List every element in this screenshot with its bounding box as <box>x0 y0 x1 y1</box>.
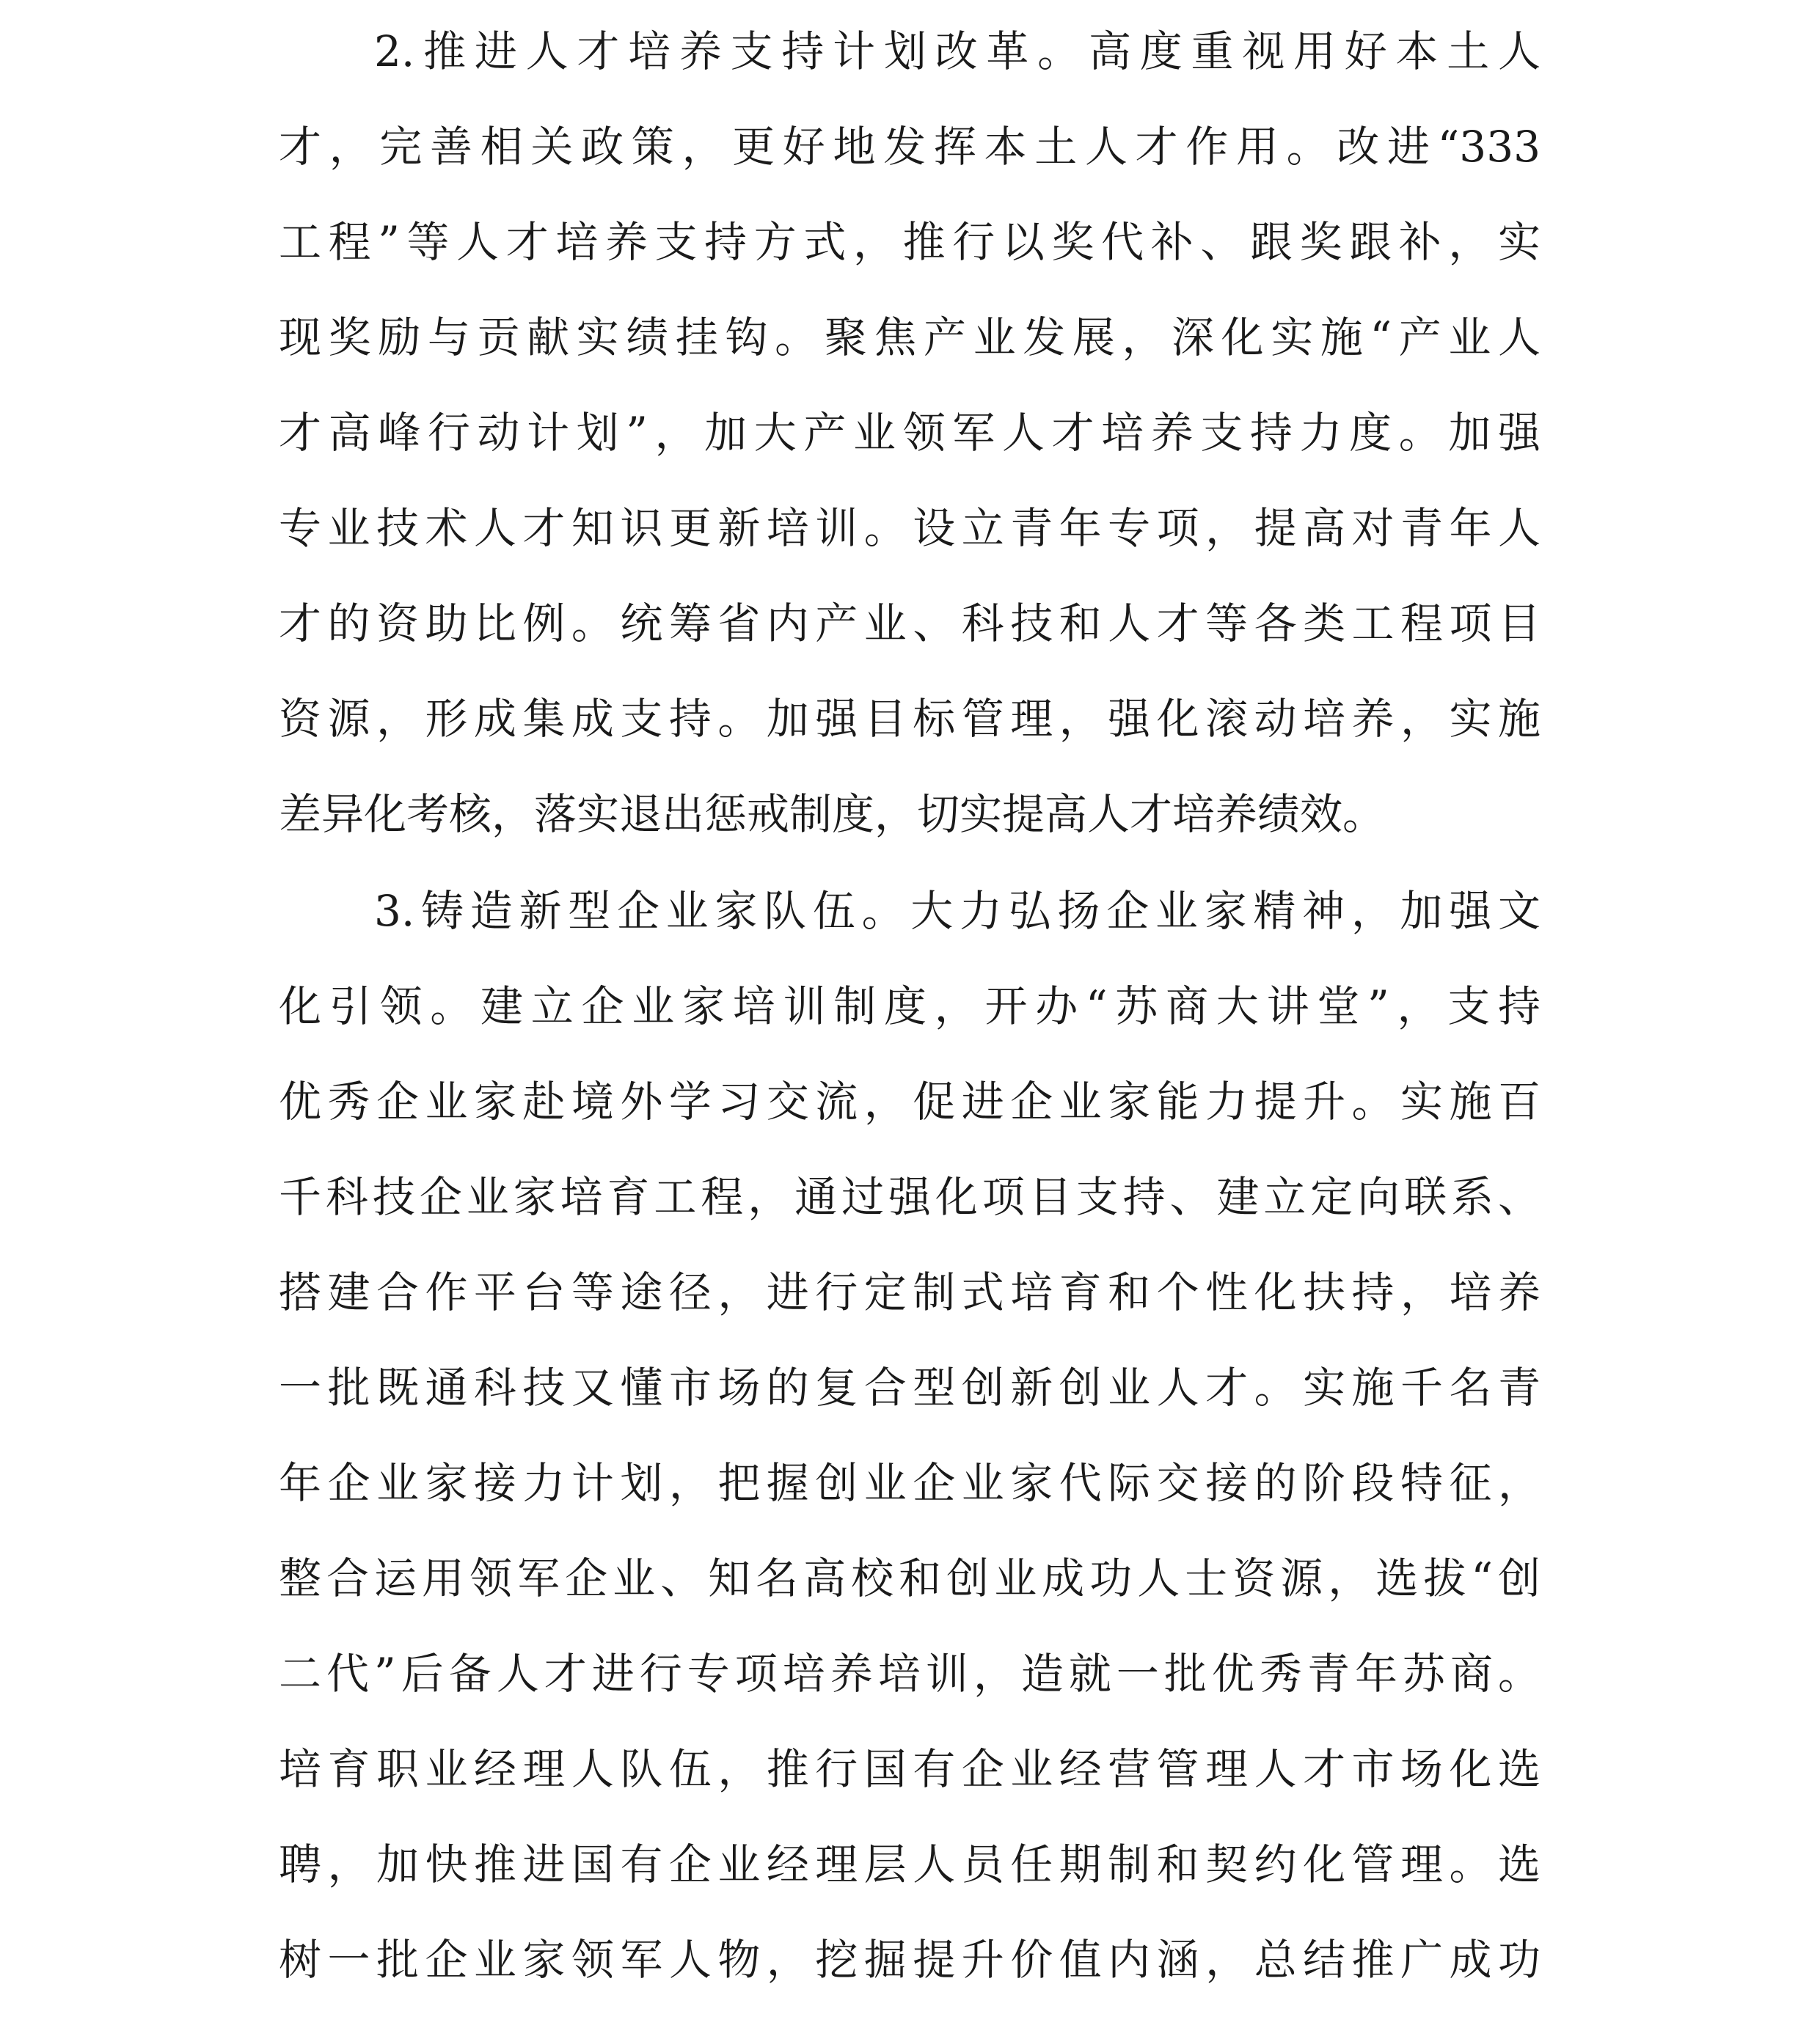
paragraph-line: 千科技企业家培育工程，通过强化项目支持、建立定向联系、 <box>279 1172 1541 1222</box>
paragraph-line: 现奖励与贡献实绩挂钩。聚焦产业发展，深化实施“产业人 <box>279 312 1541 362</box>
paragraph-line: 3.铸造新型企业家队伍。大力弘扬企业家精神，加强文 <box>374 886 1541 936</box>
paragraph-line: 树一批企业家领军人物，挖掘提升价值内涵，总结推广成功 <box>279 1935 1541 1985</box>
paragraph-line: 差异化考核，落实退出惩戒制度，切实提高人才培养绩效。 <box>279 789 1386 839</box>
paragraph-line: 一批既通科技又懂市场的复合型创新创业人才。实施千名青 <box>279 1363 1541 1413</box>
paragraph-line: 二代”后备人才进行专项培养培训，造就一批优秀青年苏商。 <box>279 1649 1541 1699</box>
paragraph-line: 聘，加快推进国有企业经理层人员任期制和契约化管理。选 <box>279 1840 1541 1889</box>
paragraph-line: 优秀企业家赴境外学习交流，促进企业家能力提升。实施百 <box>279 1077 1541 1127</box>
paragraph-line: 才高峰行动计划”，加大产业领军人才培养支持力度。加强 <box>279 408 1541 458</box>
paragraph-line: 资源，形成集成支持。加强目标管理，强化滚动培养，实施 <box>279 694 1541 744</box>
paragraph-line: 专业技术人才知识更新培训。设立青年专项，提高对青年人 <box>279 503 1541 553</box>
paragraph-line: 搭建合作平台等途径，进行定制式培育和个性化扶持，培养 <box>279 1267 1541 1317</box>
paragraph-line: 培育职业经理人队伍，推行国有企业经营管理人才市场化选 <box>279 1744 1541 1794</box>
paragraph-3 <box>279 863 1541 2007</box>
paragraph-line: 才的资助比例。统筹省内产业、科技和人才等各类工程项目 <box>279 598 1541 648</box>
paragraph-2 <box>279 4 1541 862</box>
paragraph-line: 2.推进人才培养支持计划改革。高度重视用好本土人 <box>374 26 1541 76</box>
paragraph-line: 才，完善相关政策，更好地发挥本土人才作用。改进“333 <box>279 122 1541 172</box>
paragraph-line: 工程”等人才培养支持方式，推行以奖代补、跟奖跟补，实 <box>279 217 1541 267</box>
paragraph-line: 年企业家接力计划，把握创业企业家代际交接的阶段特征， <box>279 1458 1541 1508</box>
paragraph-line: 整合运用领军企业、知名高校和创业成功人士资源，选拔“创 <box>279 1553 1541 1603</box>
paragraph-line: 化引领。建立企业家培训制度，开办“苏商大讲堂”，支持 <box>279 981 1541 1031</box>
